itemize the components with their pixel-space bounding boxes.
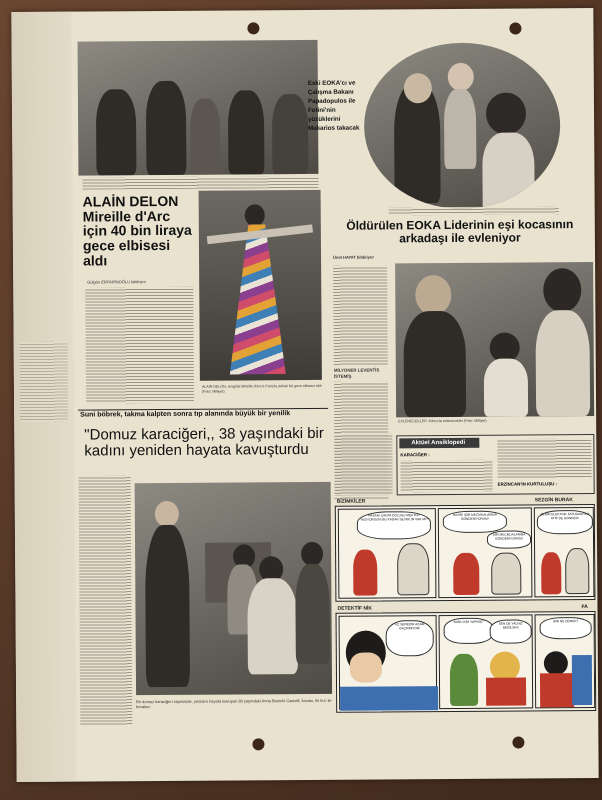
comic-strip-1 [335, 504, 596, 602]
photo-audience [78, 40, 319, 176]
comic1-panel-2 [438, 507, 533, 598]
photo-couple [395, 262, 594, 417]
eoka-headline: Öldürülen EOKA Liderinin eşi kocasının arkadaşı ile evleniyor [346, 217, 574, 245]
family-caption: Bir domuz karaciğeri sayesinde, yeniden hayata kavuşan 28 yaşındaki Anna Bianchi Castelli, kocası, iki kızı ile beraber. [136, 697, 332, 710]
couple-caption: EVLENECEKLER: Kıbrıs'ta evlenecekler (Foto: Milliyet) [398, 418, 487, 424]
liver-headline: "Domuz karaciğeri,, 38 yaşındaki bir kadını yeniden hayata kavuşturdu [84, 424, 324, 460]
comic2-panel-3 [535, 614, 596, 708]
photo-dress [199, 190, 322, 381]
photo-family [135, 482, 332, 695]
comic2-bubble-3: SEN DE YALNIZ DEĞİLSİN! [490, 619, 532, 643]
dress-caption: ALAIN DELON, sevgilisi Mireille d'Arc'a Paris'te pahalı bir gece elbisesi aldı (Foto: Milliyet) [201, 383, 322, 394]
comic1-bubble-1: HASAN! ÇANTA DOLUSU MEKTUP YAZIYORSUN! BU KADAR SEVGİLİN VAR MI? [357, 511, 431, 540]
eoka-byline: Ümit HAYAT bildiriyor [333, 254, 375, 260]
punch-hole-top-left [247, 22, 259, 34]
delon-body-text [85, 287, 194, 404]
comic1-panel-1 [338, 508, 437, 599]
encyclopedia-side-text [334, 433, 392, 495]
comic1-author: SEZGİN BURAK [534, 497, 573, 504]
comic2-panel-2 [439, 614, 534, 709]
delon-headline: ALAİN DELON Mireille d'Arc için 40 bin liraya gece elbisesi aldı [82, 192, 192, 269]
encyclopedia-title: Aktüel Ansiklopedi [399, 438, 479, 449]
circle-caption-line [389, 206, 559, 215]
comic2-bubble-2: BUNU KİM YAPMIŞ? [444, 618, 494, 644]
photo-family-circle [364, 42, 561, 209]
comic1-panel-3 [534, 507, 595, 597]
eoka-body-text-1 [333, 265, 388, 365]
comic2-panel-1 [339, 615, 438, 710]
newspaper-page [11, 8, 598, 782]
comic1-bubble-3: ŞİİR MECMUALARINA GÖNDERİYORUM! [487, 530, 531, 548]
delon-byline: Gülgün ERPARİNOĞLU bildiriyor [87, 279, 147, 285]
leventis-subhead: MİLYONER LEVENTİS İSTEMİŞ [333, 367, 380, 379]
liver-body-text [79, 475, 133, 725]
encyclopedia-item-erzincan: ERZİNCAN'IN KURTULUŞU : [497, 481, 557, 487]
punch-hole-top-right [509, 22, 521, 34]
comic2-title: DETEKTİF NİK [337, 605, 372, 612]
eoka-side-headline: Eski EOKA'cı ve Çalışma Bakanı Papadopulos ile Fotini'nin yüzüklerini Makarios takacak [307, 79, 360, 132]
punch-hole-bottom-left [252, 738, 264, 750]
comic1-title: BİZİMKİLER [336, 498, 366, 505]
comic2-author: FA [581, 604, 588, 611]
punch-hole-bottom-right [512, 736, 524, 748]
comic1-bubble-2: HAYIR! ŞİİR MECMUALARINA GÖNDERİYORUM! [443, 511, 507, 533]
encyclopedia-box [396, 434, 594, 495]
encyclopedia-item-liver: KARACİĞER : [400, 452, 430, 458]
liver-kicker: Suni böbrek, takma kalpten sonra tıp alanında büyük bir yenilik [80, 410, 291, 419]
comic2-bubble-1: ÜÇ SENEDİR ADAM KAÇIRMIYOR! [386, 620, 434, 656]
comic-strip-2 [336, 611, 597, 713]
comic1-bubble-4: OLMA! ELEKTRİK FATURASIYLA ATIP DE GÖNDER! [537, 510, 593, 534]
comic2-bubble-4: ŞİİR NE DEMEK? [540, 617, 592, 639]
